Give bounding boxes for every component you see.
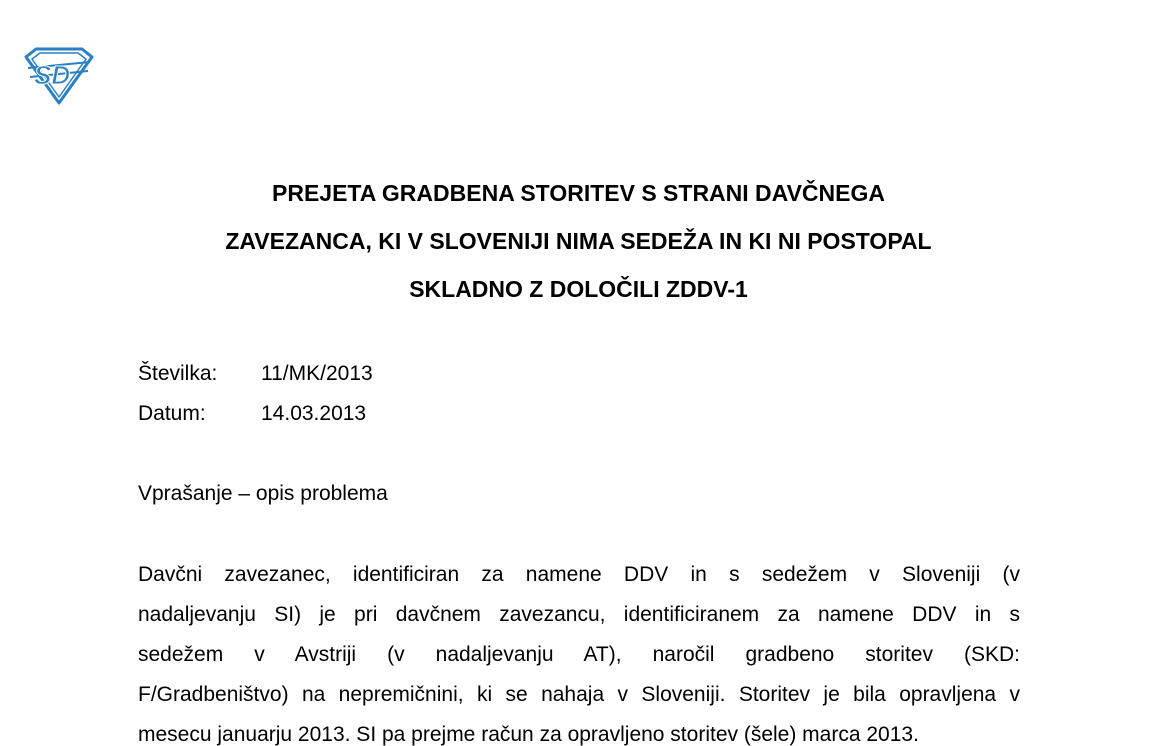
- paragraph-line: mesecu januarju 2013. SI pa prejme račun za opravljeno storitev (šele) marca 2013.: [138, 723, 919, 746]
- company-logo: [22, 47, 96, 105]
- sd-shield-logo-icon: [22, 47, 96, 105]
- document-number-label: Številka:: [138, 362, 218, 385]
- document-date-value: 14.03.2013: [261, 402, 367, 425]
- paragraph-line: sedežem v Avstriji (v nadaljevanju AT), naročil gradbeno storitev (SKD:: [138, 643, 1020, 666]
- svg-text:SD: SD: [34, 60, 71, 90]
- document-date-label: Datum:: [138, 402, 206, 425]
- document-title-line-3: SKLADNO Z DOLOČILI ZDDV-1: [409, 276, 748, 302]
- document-number-value: 11/MK/2013: [261, 362, 373, 385]
- section-heading: Vprašanje – opis problema: [138, 482, 388, 505]
- paragraph-line: nadaljevanju SI) je pri davčnem zavezancu, identificiranem za namene DDV in s: [138, 603, 1020, 626]
- document-title-line-1: PREJETA GRADBENA STORITEV S STRANI DAVČNEGA: [272, 180, 885, 206]
- paragraph-line: F/Gradbeništvo) na nepremičnini, ki se nahaja v Sloveniji. Storitev je bila opravljena v: [138, 683, 1020, 706]
- document-title-line-2: ZAVEZANCA, KI V SLOVENIJI NIMA SEDEŽA IN KI NI POSTOPAL: [225, 228, 932, 254]
- paragraph-line: Davčni zavezanec, identificiran za namene DDV in s sedežem v Sloveniji (v: [138, 563, 1020, 586]
